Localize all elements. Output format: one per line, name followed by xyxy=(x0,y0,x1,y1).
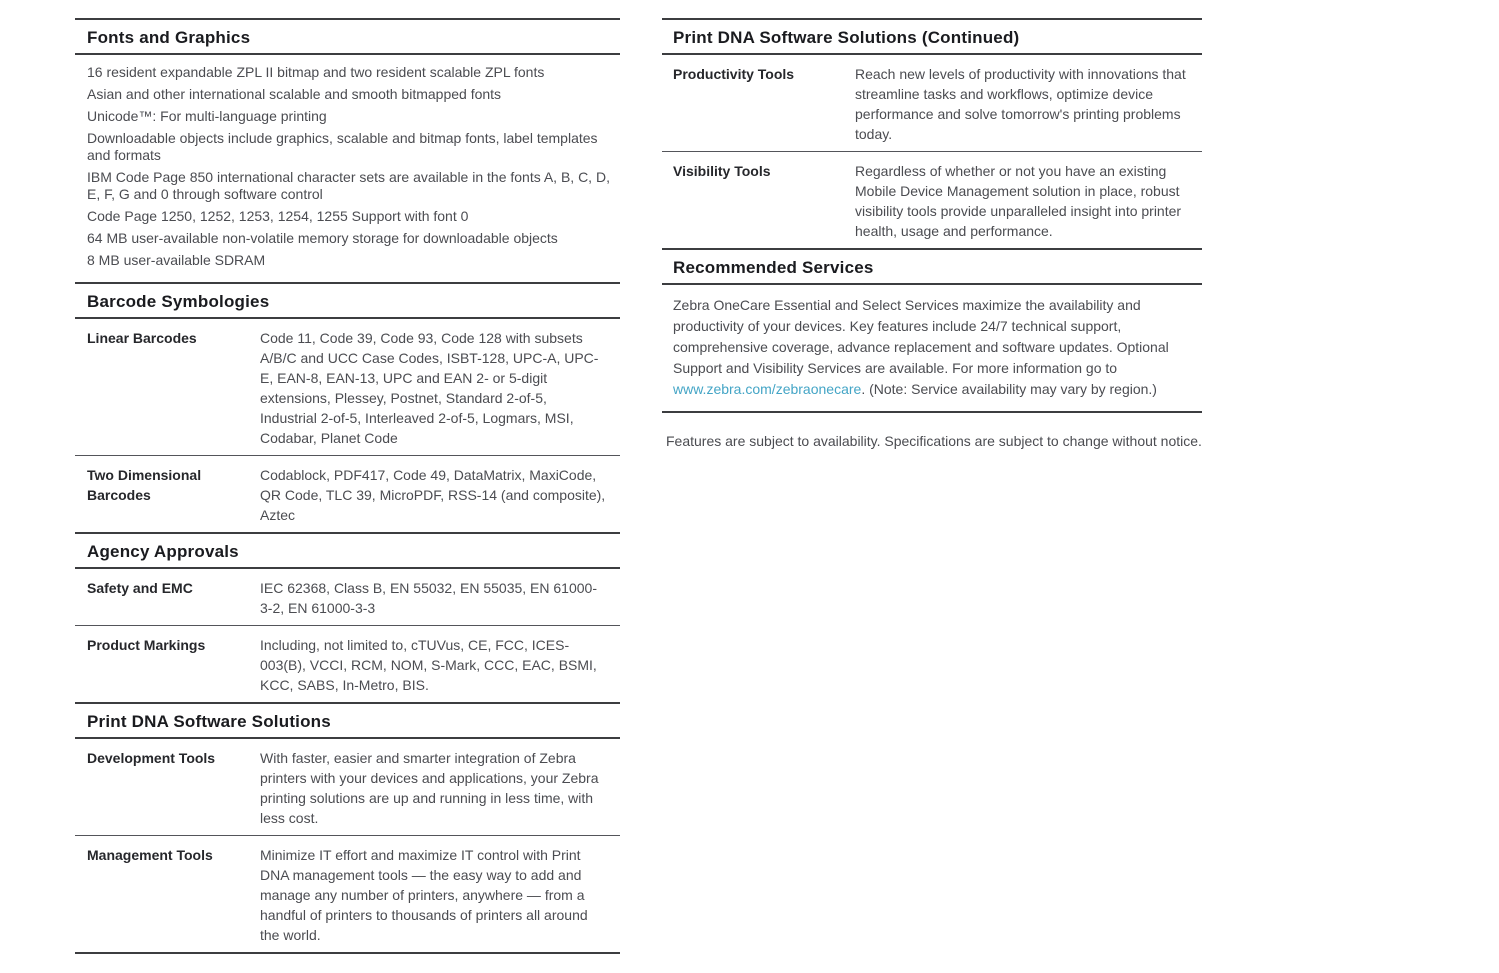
row-label: Product Markings xyxy=(87,637,206,653)
spec-line: Code Page 1250, 1252, 1253, 1254, 1255 Support with font 0 xyxy=(87,208,469,224)
table-row-safety-and-emc xyxy=(75,569,620,625)
spec-line: 64 MB user-available non-volatile memory storage for downloadable objects xyxy=(87,230,558,246)
row-label: Visibility Tools xyxy=(673,163,771,179)
section-print-dna-software-solutions xyxy=(75,702,620,954)
section-recommended-services xyxy=(662,248,1202,413)
zebraonecare-link[interactable]: www.zebra.com/zebraonecare xyxy=(673,381,862,397)
row-value: With faster, easier and smarter integration of Zebra printers with your devices and applications, your Zebra printing solutions are up and running in less time, with less cost. xyxy=(260,750,599,826)
heading-print-dna-software-solutions: Print DNA Software Solutions xyxy=(75,704,620,739)
spec-line: IBM Code Page 850 international character sets are available in the fonts A, B, C, D, E, F, G and 0 through software control xyxy=(87,169,610,202)
section-fonts-and-graphics xyxy=(75,18,620,282)
services-text-after: . (Note: Service availability may vary by region.) xyxy=(861,381,1157,397)
row-label: Safety and EMC xyxy=(87,580,193,596)
table-row-development-tools xyxy=(75,739,620,835)
row-value: Code 11, Code 39, Code 93, Code 128 with subsets A/B/C and UCC Case Codes, ISBT-128, UPC-A, UPC-E, EAN-8, EAN-13, UPC and EAN 2- or 5-digit extensions, Plessey, Postnet, Standard 2-of-5, Industrial 2-of-5, Interleaved 2-of-5, Logmars, MSI, Codabar, Planet Code xyxy=(260,330,599,446)
row-label: Productivity Tools xyxy=(673,66,795,82)
row-value: Including, not limited to, cTUVus, CE, FCC, ICES-003(B), VCCI, RCM, NOM, S-Mark, CCC, EAC, BSMI, KCC, SABS, In-Metro, BIS. xyxy=(260,637,597,693)
row-value: Minimize IT effort and maximize IT control with Print DNA management tools — the easy way to add and manage any number of printers, anywhere — from a handful of printers to thousands of printers all around the world. xyxy=(260,847,588,943)
heading-fonts-and-graphics: Fonts and Graphics xyxy=(75,20,620,55)
spec-line: Unicode™: For multi-language printing xyxy=(87,108,327,124)
spec-line: Asian and other international scalable and smooth bitmapped fonts xyxy=(87,86,502,102)
services-text-before: Zebra OneCare Essential and Select Services maximize the availability and productivity of your devices. Key features include 24/7 technical support, comprehensive coverage, advance replacement and software updates. Optional Support and Visibility Services are available. For more information go to xyxy=(673,297,1169,376)
row-value: IEC 62368, Class B, EN 55032, EN 55035, EN 61000-3-2, EN 61000-3-3 xyxy=(260,580,597,616)
heading-barcode-symbologies: Barcode Symbologies xyxy=(75,284,620,319)
row-value: Regardless of whether or not you have an existing Mobile Device Management solution in place, robust visibility tools provide unparalleled insight into printer health, usage and performance. xyxy=(855,163,1182,239)
row-label: Development Tools xyxy=(87,750,216,766)
table-row-linear-barcodes xyxy=(75,319,620,455)
table-row-product-markings xyxy=(75,625,620,702)
heading-agency-approvals: Agency Approvals xyxy=(75,534,620,569)
footer-note: Features are subject to availability. Specifications are subject to change without notice. xyxy=(666,433,1202,449)
row-value: Reach new levels of productivity with innovations that streamline tasks and workflows, optimize device performance and solve tomorrow's printing problems today. xyxy=(855,66,1186,142)
services-paragraph xyxy=(662,285,1202,411)
right-column xyxy=(662,18,1202,450)
heading-recommended-services: Recommended Services xyxy=(662,250,1202,285)
row-label: Two Dimensional Barcodes xyxy=(87,467,202,503)
spec-line: 8 MB user-available SDRAM xyxy=(87,252,266,268)
section-barcode-symbologies xyxy=(75,282,620,532)
table-row-visibility-tools xyxy=(662,151,1202,248)
section-agency-approvals xyxy=(75,532,620,702)
row-label: Linear Barcodes xyxy=(87,330,197,346)
fonts-spec-list xyxy=(75,55,620,282)
heading-print-dna-continued: Print DNA Software Solutions (Continued) xyxy=(662,20,1202,55)
left-column xyxy=(75,18,620,954)
table-row-two-dimensional-barcodes xyxy=(75,455,620,532)
section-print-dna-continued xyxy=(662,18,1202,248)
spec-line: Downloadable objects include graphics, scalable and bitmap fonts, label templates and formats xyxy=(87,130,598,163)
row-value: Codablock, PDF417, Code 49, DataMatrix, MaxiCode, QR Code, TLC 39, MicroPDF, RSS-14 (and composite), Aztec xyxy=(260,467,606,523)
row-label: Management Tools xyxy=(87,847,213,863)
table-row-management-tools xyxy=(75,835,620,952)
table-row-productivity-tools xyxy=(662,55,1202,151)
spec-line: 16 resident expandable ZPL II bitmap and two resident scalable ZPL fonts xyxy=(87,64,545,80)
